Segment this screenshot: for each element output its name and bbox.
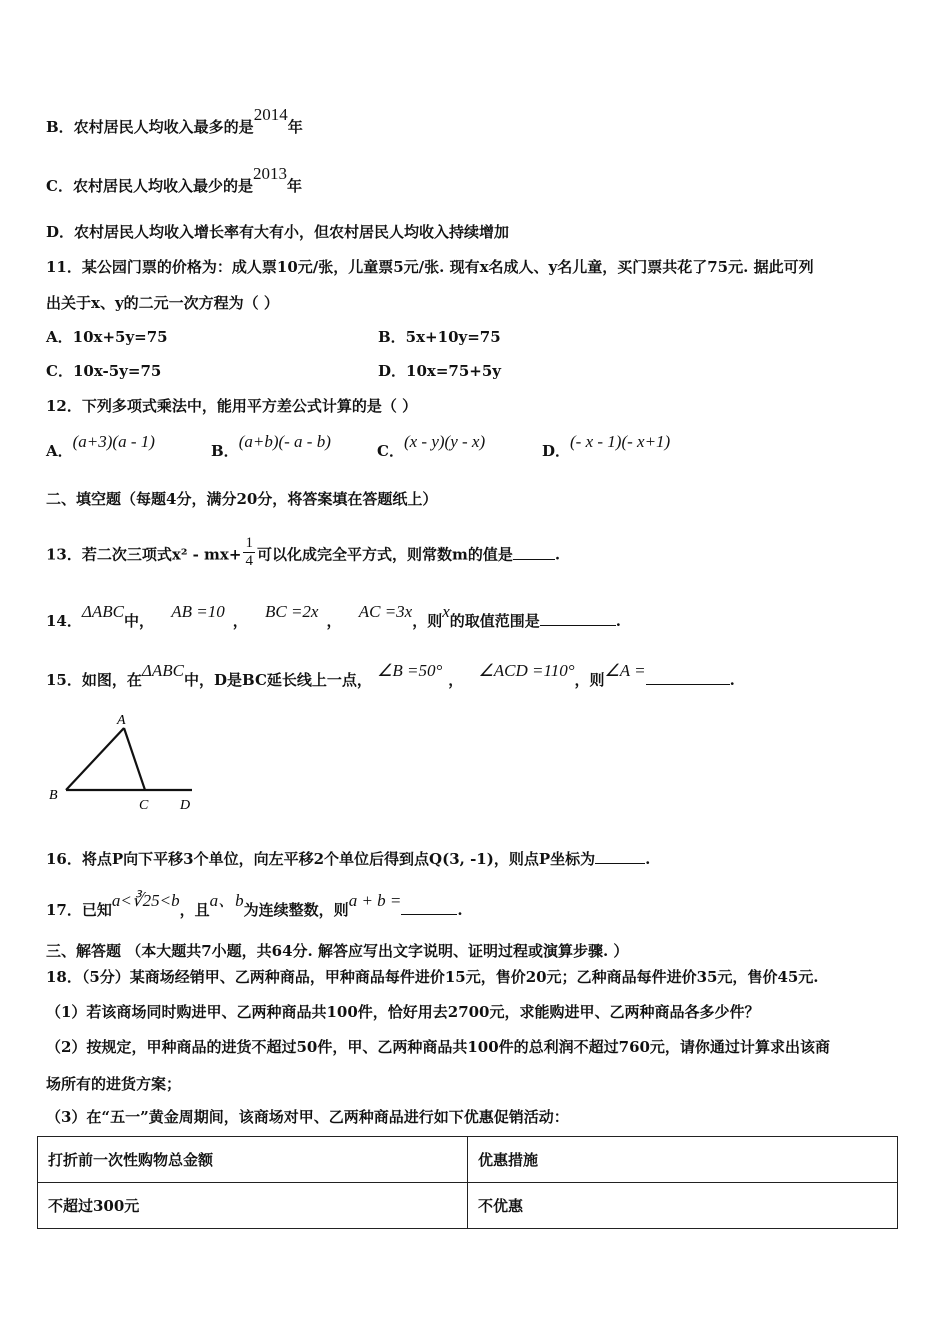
q16: 16．将点P向下平移3个单位，向左平移2个单位后得到点Q(3, -1)，则点P坐标为 . [46,850,651,868]
q12-expr-b: (a+b)(- a - b) [238,432,331,451]
q10-option-d: D．农村居民人均收入增长率有大有小，但农村居民人均收入持续增加 [46,223,510,241]
vertex-label-a: A [117,713,126,728]
q11-option-d: D．10x=75+5y [378,362,501,380]
table-cell: 不超过300元 [38,1183,468,1229]
q12-expr-d: (- x - 1)(- x+1) [570,432,671,451]
fraction-one-quarter: $\frac{1}{4}$ [245,535,253,569]
q18-part1: （1）若该商场同时购进甲、乙两种商品共100件，恰好用去2700元，求能购进甲、乙两种商品各多少件？ [46,1003,760,1021]
q15: 15．如图，在ΔABC中，D是BC延长线上一点， ∠B =50° ， ∠ACD =110°，则∠A = . [46,661,735,689]
vertex-label-b: B [49,788,58,803]
q18-part2-line2: 场所有的进货方案； [46,1075,182,1093]
triangle-figure [44,708,204,812]
table-row [38,1183,898,1229]
table-header-row [38,1137,898,1183]
q13-answer-blank[interactable] [513,547,555,560]
section3-title: 三、解答题 （本大题共7小题，共64分. 解答应写出文字说明、证明过程或演算步骤. ） [46,942,629,960]
q18-part3: （3）在“五一”黄金周期间，该商场对甲、乙两种商品进行如下优惠促销活动： [46,1108,569,1126]
table-header-cell: 打折前一次性购物总金额 [38,1137,468,1183]
q11-option-b: B．5x+10y=75 [378,328,501,346]
q12-option-b: B．(a+b)(- a - b) [211,432,331,460]
q14: 14．ΔABC中， AB =10 ， BC =2x ， AC =3x，则x的取值范围是 . [46,602,622,630]
q11-stem-line2: 出关于x、y的二元一次方程为（ ） [46,294,279,312]
q13: 13．若二次三项式x² - mx+ $\frac{1}{4}$ 可以化成完全平方式，则常数m的值是 . [46,535,561,569]
q12-option-c: C．(x - y)(y - x) [377,432,486,460]
q11-option-c: C．10x-5y=75 [46,362,162,380]
q12-stem: 12．下列多项式乘法中，能用平方差公式计算的是（ ） [46,397,418,415]
q18-part2-line1: （2）按规定，甲种商品的进货不超过50件，甲、乙两种商品共100件的总利润不超过760元，请你通过计算求出该商 [46,1038,830,1056]
q10-option-b: B．农村居民人均收入最多的是2014年 [46,105,303,136]
q11-option-a: A．10x+5y=75 [46,328,168,346]
table-cell: 不优惠 [468,1183,898,1229]
q12-expr-a: (a+3)(a - 1) [72,432,155,451]
q17: 17．已知a<∛25<b，且a、b为连续整数，则a + b = . [46,891,463,919]
year-2014: 2014 [253,105,288,124]
vertex-label-c: C [139,798,149,812]
vertex-label-d: D [180,798,191,812]
q10-option-c: C．农村居民人均收入最少的是2013年 [46,164,302,195]
year-2013: 2013 [252,164,287,183]
q14-answer-blank[interactable] [540,613,616,626]
q11-stem-line1: 11．某公园门票的价格为：成人票10元/张，儿童票5元/张. 现有x名成人、y名儿童，买门票共花了75元. 据此可列 [46,258,814,276]
q18-stem: 18．（5分）某商场经销甲、乙两种商品，甲种商品每件进价15元，售价20元；乙种商品每件进价35元，售价45元. [46,968,819,986]
q12-expr-c: (x - y)(y - x) [403,432,486,451]
table-header-cell: 优惠措施 [468,1137,898,1183]
q15-answer-blank[interactable] [646,672,730,685]
q17-inequality: a<∛25<b [111,891,180,910]
q16-answer-blank[interactable] [595,851,645,864]
q17-answer-blank[interactable] [401,902,457,915]
discount-table [37,1136,898,1229]
section2-title: 二、填空题（每题4分，满分20分，将答案填在答题纸上） [46,490,438,508]
q12-option-d: D．(- x - 1)(- x+1) [542,432,671,460]
q12-option-a: A．(a+3)(a - 1) [46,432,155,460]
